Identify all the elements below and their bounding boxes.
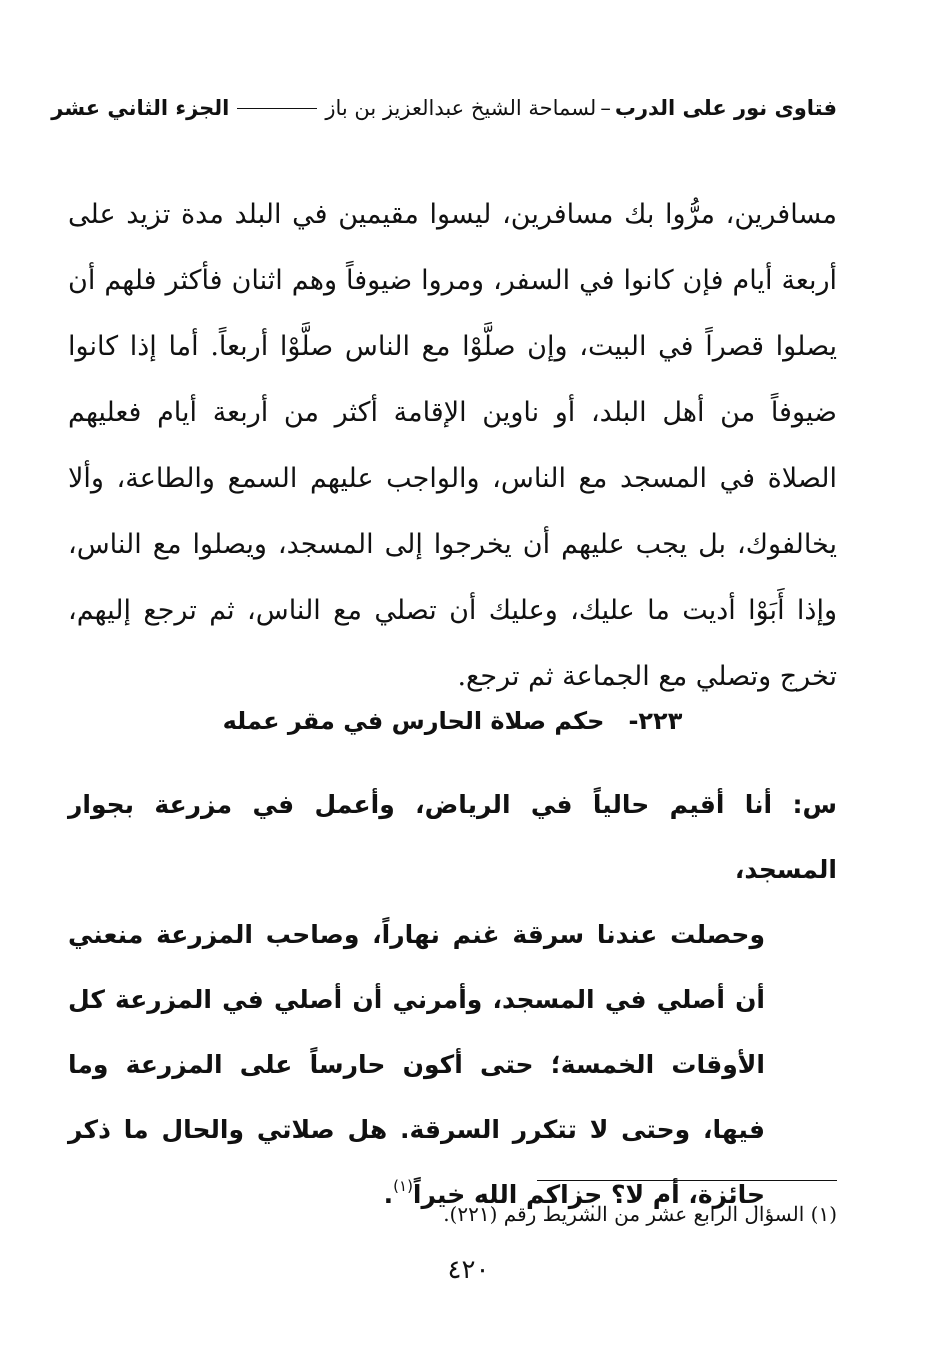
running-header — [51, 88, 837, 128]
question-rest-text: وحصلت عندنا سرقة غنم نهاراً، وصاحب المزرعة منعني أن أصلي في المسجد، وأمرني أن أصلي في المزرعة كل الأوقات الخمسة؛ حتى أكون حارساً على المزرعة وما فيها، وحتى لا تتكرر السرقة. هل صلاتي والحال ما ذكر جائزة، أم لا؟ جزاكم الله خيراً — [68, 920, 765, 1209]
section-title: حكم صلاة الحارس في مقر عمله — [222, 707, 605, 735]
header-volume: الجزء الثاني عشر — [51, 96, 230, 120]
section-heading — [68, 693, 837, 749]
question-end-mark: . — [383, 1180, 394, 1209]
header-book-title: فتاوى نور على الدرب — [614, 96, 837, 120]
header-dash: – — [600, 96, 611, 120]
question-continuation — [68, 902, 765, 1227]
footnote-marker: (١) — [393, 1177, 413, 1195]
footnote-separator — [537, 1180, 837, 1181]
header-rule — [237, 108, 317, 109]
section-number: ٢٢٣- — [628, 707, 683, 735]
question-first-line: س: أنا أقيم حالياً في الرياض، وأعمل في مزرعة بجوار المسجد، — [68, 790, 837, 884]
header-author: لسماحة الشيخ عبدالعزيز بن باز — [325, 96, 597, 120]
page-number: ٤٢٠ — [447, 1255, 490, 1285]
question-block — [68, 772, 837, 1227]
body-text — [68, 182, 837, 710]
header-title-group — [229, 88, 837, 128]
footnote: (١) السؤال الرابع عشر من الشريط رقم (٢٢١). — [443, 1202, 837, 1226]
body-paragraph: مسافرين، مرُّوا بك مسافرين، ليسوا مقيمين في البلد مدة تزيد على أربعة أيام فإن كانوا في السفر، ومروا ضيوفاً وهم اثنان فأكثر فلهم أن يصلوا قصراً في البيت، وإن صلَّوْا مع الناس صلَّوْا أربعاً. أما إذا كانوا ضيوفاً من أهل البلد، أو ناوين الإقامة أكثر من أربعة أيام فعليهم الصلاة في المسجد مع الناس، والواجب عليهم السمع والطاعة، وألا يخالفوك، بل يجب عليهم أن يخرجوا إلى المسجد، ويصلوا مع الناس، وإذا أَبَوْا أديت ما عليك، وعليك أن تصلي مع الناس، ثم ترجع إليهم، تخرج وتصلي مع الجماعة ثم ترجع. — [68, 199, 837, 692]
